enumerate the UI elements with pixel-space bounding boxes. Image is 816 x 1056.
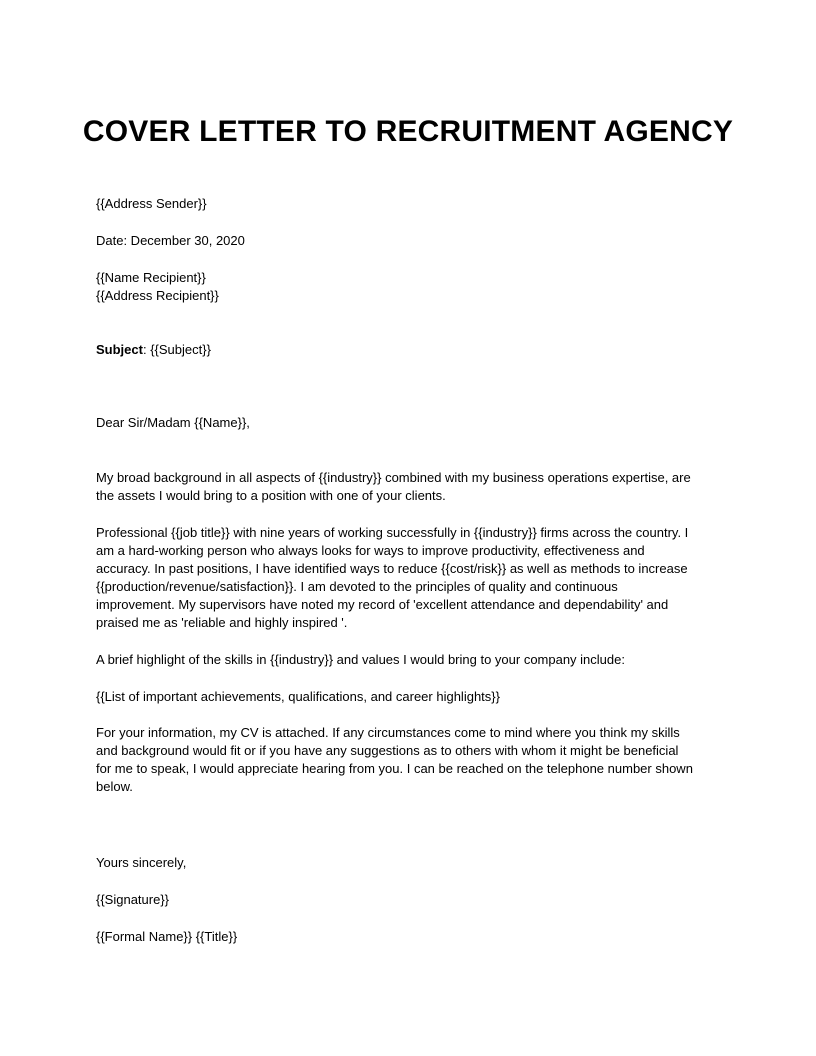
paragraph-line: accuracy. In past positions, I have identified ways to reduce {{cost/risk}} as well as methods to increase bbox=[96, 561, 688, 576]
document-title: COVER LETTER TO RECRUITMENT AGENCY bbox=[82, 115, 734, 148]
paragraph-line: below. bbox=[96, 779, 133, 794]
subject-line bbox=[96, 341, 726, 359]
address-recipient: {{Address Recipient}} bbox=[96, 288, 219, 303]
paragraph-line: {{production/revenue/satisfaction}}. I am devoted to the principles of quality and continuous bbox=[96, 579, 618, 594]
paragraph-line: am a hard-working person who always looks for ways to improve productivity, effectiveness and bbox=[96, 543, 645, 558]
signature: {{Signature}} bbox=[96, 892, 170, 907]
paragraph-line: improvement. My supervisors have noted my record of 'excellent attendance and dependability' and bbox=[96, 597, 669, 612]
paragraph-line: and background would fit or if you have any suggestions as to others with whom it might be beneficial bbox=[96, 743, 679, 758]
paragraph-professional bbox=[96, 524, 726, 632]
paragraph-line: Professional {{job title}} with nine years of working successfully in {{industry}} firms across the country. I bbox=[96, 525, 689, 540]
address-sender: {{Address Sender}} bbox=[96, 196, 207, 211]
formal-name: {{Formal Name}} {{Title}} bbox=[96, 929, 238, 944]
paragraph-background bbox=[96, 469, 726, 505]
paragraph-line: the assets I would bring to a position with one of your clients. bbox=[96, 488, 446, 503]
salutation: Dear Sir/Madam {{Name}}, bbox=[96, 415, 250, 430]
subject-label: Subject bbox=[96, 342, 143, 357]
paragraph-cv bbox=[96, 724, 726, 796]
paragraph-achievements: {{List of important achievements, qualifications, and career highlights}} bbox=[96, 689, 500, 704]
paragraph-line: My broad background in all aspects of {{industry}} combined with my business operations expertise, are bbox=[96, 470, 691, 485]
letter-date: Date: December 30, 2020 bbox=[96, 233, 245, 248]
paragraph-line: For your information, my CV is attached. If any circumstances come to mind where you think my skills bbox=[96, 725, 680, 740]
name-recipient: {{Name Recipient}} bbox=[96, 270, 206, 285]
recipient-block bbox=[96, 269, 726, 305]
paragraph-skills: A brief highlight of the skills in {{industry}} and values I would bring to your company include: bbox=[96, 652, 625, 667]
paragraph-line: for me to speak, I would appreciate hearing from you. I can be reached on the telephone number shown bbox=[96, 761, 693, 776]
closing: Yours sincerely, bbox=[96, 855, 187, 870]
paragraph-line: praised me as 'reliable and highly inspired '. bbox=[96, 615, 348, 630]
subject-value: : {{Subject}} bbox=[142, 342, 211, 357]
